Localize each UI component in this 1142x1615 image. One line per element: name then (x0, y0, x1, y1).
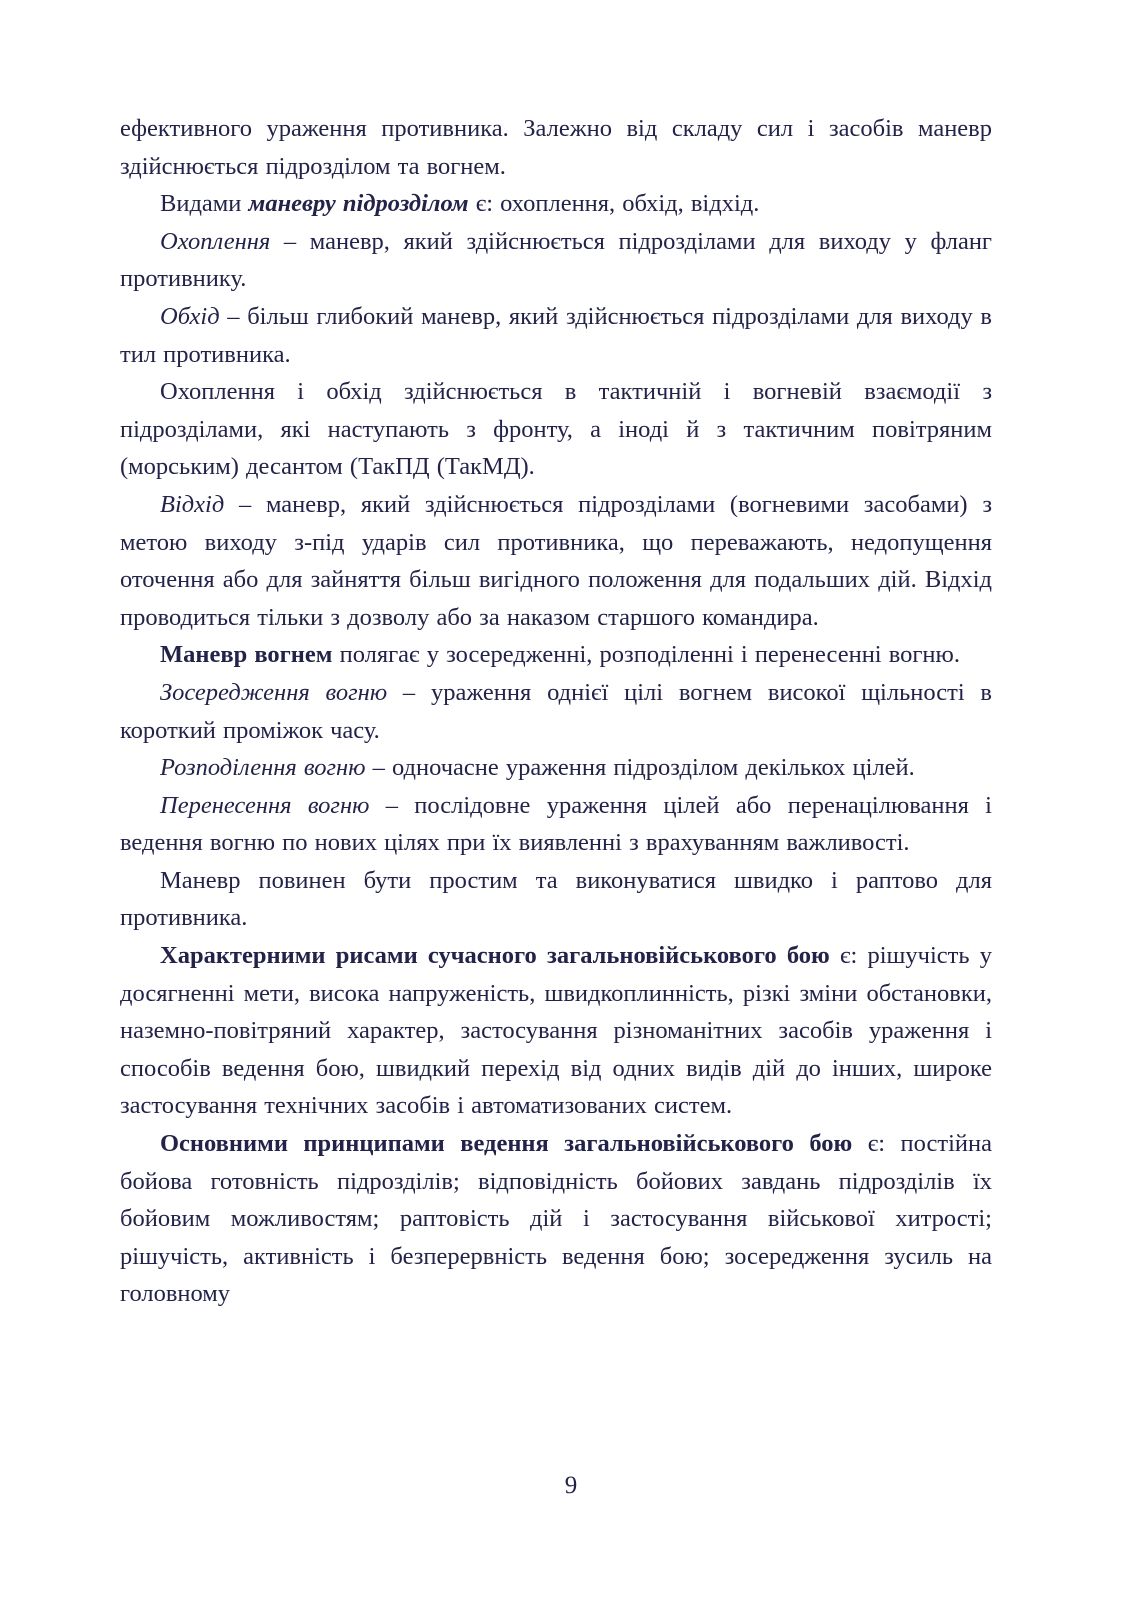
paragraph (120, 636, 992, 674)
text-run-bold: Характерними рисами сучасного загальновійськового бою (160, 942, 830, 970)
text-run: ефективного ураження противника. Залежно від складу сил і засобів маневр здійснюється підрозділом та вогнем. (120, 115, 992, 180)
page-number: 9 (564, 1472, 578, 1499)
text-run-italic: Зосередження вогню (160, 678, 388, 706)
paragraph (120, 862, 992, 937)
text-run: Охоплення і обхід здійснюється в тактичній і вогневій взаємодії з підрозділами, які наступають з фронту, а іноді й з тактичним повітряним (морським) десантом (ТакПД (ТакМД). (120, 378, 992, 481)
paragraph (120, 298, 992, 373)
text-run: Видами (160, 190, 249, 218)
text-run: є: охоплення, обхід, відхід. (468, 190, 760, 218)
text-run-bold: Основними принципами ведення загальновійськового бою (160, 1130, 853, 1158)
text-run-italic: Перенесення вогню (160, 791, 370, 819)
paragraph (120, 787, 992, 862)
text-run: є: рішучість у досягненні мети, висока напруженість, швидкоплинність, різкі зміни обстановки, наземно-повітряний характер, застосування різноманітних засобів ураження і способів ведення бою, швидкий перехід від одних видів дій до інших, широке застосування технічних засобів і автоматизованих систем. (120, 942, 992, 1120)
text-body (120, 110, 992, 1313)
paragraph (120, 1125, 992, 1313)
text-run: – одночасне ураження підрозділом декількох цілей. (365, 754, 915, 782)
text-run: полягає у зосередженні, розподіленні і перенесенні вогню. (332, 641, 960, 669)
text-run: Маневр повинен бути простим та виконуватися швидко і раптово для противника. (120, 866, 992, 932)
text-run-bolditalic: маневру підрозділом (248, 190, 469, 218)
paragraph (120, 110, 992, 185)
paragraph (120, 373, 992, 486)
paragraph (120, 749, 992, 787)
paragraph (120, 185, 992, 223)
text-run: є: постійна бойова готовність підрозділів; відповідність бойових завдань підрозділів їх бойовим можливостям; раптовість дій і застосування військової хитрості; рішучість, активність і безперервність ведення бою; зосередження зусиль на головному (120, 1130, 992, 1308)
text-run: – маневр, який здійснюється підрозділами (вогневими засобами) з метою виходу з-під ударів сил противника, що переважають, недопущення оточення або для зайняття більш вигідного положення для подальших дій. Відхід проводиться тільки з дозволу або за наказом старшого командира. (120, 490, 992, 631)
text-run: – ураження однієї цілі вогнем високої щільності в короткий проміжок часу. (120, 678, 992, 744)
text-run-italic: Охоплення (160, 227, 271, 255)
text-run-italic: Відхід (160, 490, 225, 518)
paragraph (120, 486, 992, 636)
paragraph (120, 223, 992, 298)
text-run: – маневр, який здійснюється підрозділами для виходу у фланг противнику. (120, 227, 992, 293)
paragraph (120, 937, 992, 1125)
text-run-bold: Маневр вогнем (160, 641, 333, 669)
paragraph (120, 674, 992, 749)
text-run-italic: Розподілення вогню (160, 754, 366, 782)
text-run-italic: Обхід (160, 302, 220, 330)
text-run: – більш глибокий маневр, який здійснюється підрозділами для виходу в тил противника. (120, 302, 992, 368)
text-run: – послідовне ураження цілей або перенацілювання і ведення вогню по нових цілях при їх виявленні з врахуванням важливості. (120, 791, 992, 857)
